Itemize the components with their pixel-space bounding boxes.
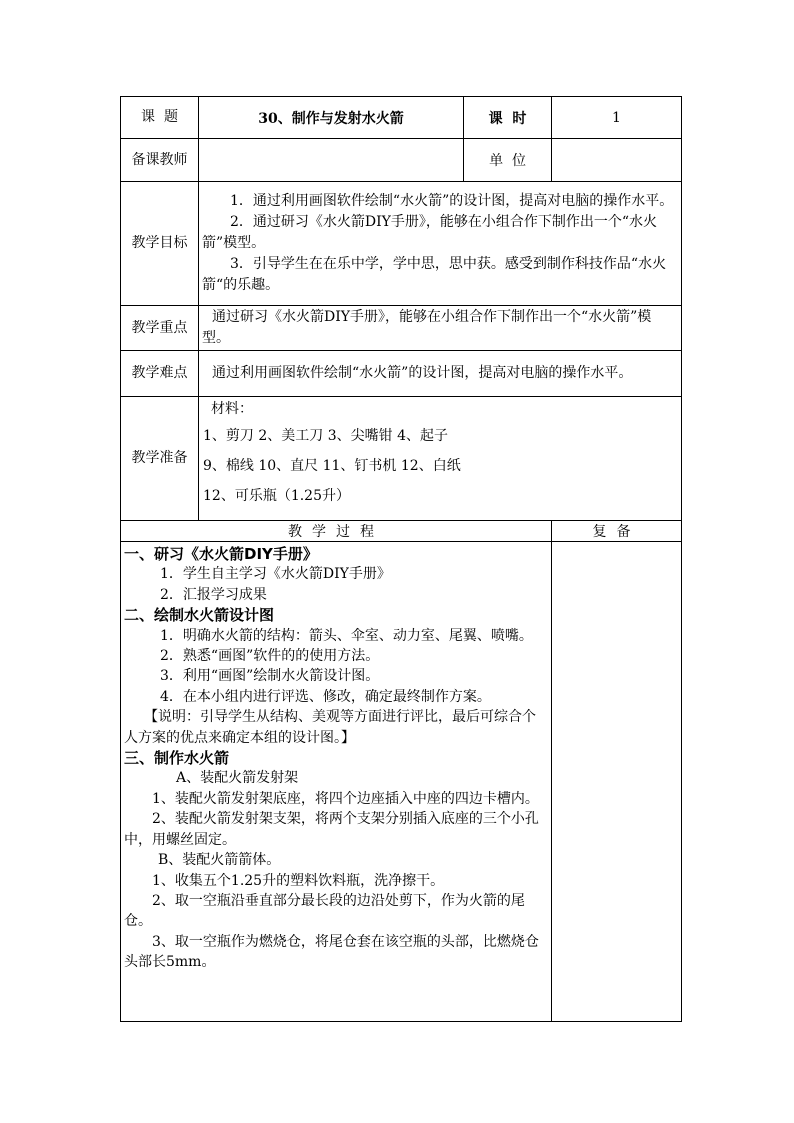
topic-label: 课 题 <box>121 97 199 139</box>
section3-part-b: B、装配火箭箭体。 <box>158 852 281 869</box>
goals-row <box>121 182 682 306</box>
difficulties-row <box>121 351 682 397</box>
section2-item-2: 2．熟悉“画图”软件的的使用方法。 <box>160 648 380 665</box>
section3-b-item-3: 3、取一空瓶作为燃烧仓，将尾仓套在该空瓶的头部，比燃烧仓头部长5mm。 <box>124 933 539 971</box>
key-points-row <box>121 306 682 351</box>
process-header-row <box>121 521 682 542</box>
goals-content <box>199 182 682 306</box>
difficulties-label: 教学难点 <box>121 351 199 397</box>
section3-a-item-1: 1、装配火箭发射架底座，将四个边座插入中座的四边卡槽内。 <box>152 790 539 807</box>
lesson-plan-table <box>120 96 682 1022</box>
difficulties-text: 通过利用画图软件绘制“水火箭”的设计图，提高对电脑的操作水平。 <box>212 365 633 381</box>
unit-value <box>552 139 682 182</box>
materials-line-1: 1、剪刀 2、美工刀 3、尖嘴钳 4、起子 <box>203 428 448 444</box>
materials-title: 材料： <box>211 401 253 417</box>
section2-note: 【说明：引导学生从结构、美观等方面进行评比，最后可综合个人方案的优点来确定本组的设计图。】 <box>124 709 536 746</box>
period-label: 课 时 <box>464 97 552 139</box>
period-value: 1 <box>552 97 682 139</box>
goal-item-2: 2．通过研习《水火箭DIY手册》，能够在小组合作下制作出一个“水火箭”模型。 <box>202 214 658 251</box>
teacher-label: 备课教师 <box>121 139 199 182</box>
teacher-value <box>199 139 464 182</box>
preparation-content <box>199 397 682 521</box>
section1-item-1: 1．学生自主学习《水火箭DIY手册》 <box>160 566 391 583</box>
goal-item-1: 1．通过利用画图软件绘制“水火箭”的设计图，提高对电脑的操作水平。 <box>230 193 674 209</box>
section3-b-item-2: 2、取一空瓶沿垂直部分最长段的边沿处剪下，作为火箭的尾仓。 <box>124 892 525 930</box>
difficulties-content <box>199 351 682 397</box>
preparation-row <box>121 397 682 521</box>
teacher-row <box>121 139 682 182</box>
section3-title: 三、制作水火箭 <box>124 749 230 768</box>
process-content-row <box>121 542 682 1022</box>
section1-title: 一、研习《水火箭DIY手册》 <box>124 545 318 563</box>
materials-line-2: 9、棉线 10、直尺 11、钉书机 12、白纸 <box>203 458 461 474</box>
section3-b-item-1: 1、收集五个1.25升的塑料饮料瓶，洗净擦干。 <box>152 872 445 889</box>
topic-row <box>121 97 682 139</box>
materials-line-3: 12、可乐瓶（1.25升） <box>203 488 350 504</box>
topic-value: 30、制作与发射水火箭 <box>199 97 464 139</box>
section2-item-4: 4．在本小组内进行评选、修改，确定最终制作方案。 <box>160 688 491 705</box>
process-header-right: 复备 <box>552 521 682 542</box>
process-header-left: 教学过程 <box>121 521 552 542</box>
section2-title: 二、绘制水火箭设计图 <box>124 606 275 625</box>
goal-item-3: 3．引导学生在在乐中学，学中思，思中获。感受到制作科技作品“水火箭“的乐趣。 <box>202 256 667 293</box>
section3-part-a: A、装配火箭发射架 <box>176 770 299 787</box>
key-points-text: 通过研习《水火箭DIY手册》，能够在小组合作下制作出一个“水火箭”模型。 <box>202 309 652 346</box>
key-points-content <box>199 306 682 351</box>
section1-item-2: 2．汇报学习成果 <box>160 586 267 603</box>
review-column <box>552 542 682 1022</box>
goals-label: 教学目标 <box>121 182 199 306</box>
section3-a-item-2: 2、装配火箭发射架支架，将两个支架分别插入底座的三个小孔中，用螺丝固定。 <box>124 811 539 848</box>
process-content <box>121 542 552 1022</box>
preparation-label: 教学准备 <box>121 397 199 521</box>
key-points-label: 教学重点 <box>121 306 199 351</box>
unit-label: 单 位 <box>464 139 552 182</box>
section2-item-3: 3．利用“画图”绘制水火箭设计图。 <box>160 668 380 685</box>
section2-item-1: 1．明确水火箭的结构：箭头、伞室、动力室、尾翼、喷嘴。 <box>160 627 533 644</box>
